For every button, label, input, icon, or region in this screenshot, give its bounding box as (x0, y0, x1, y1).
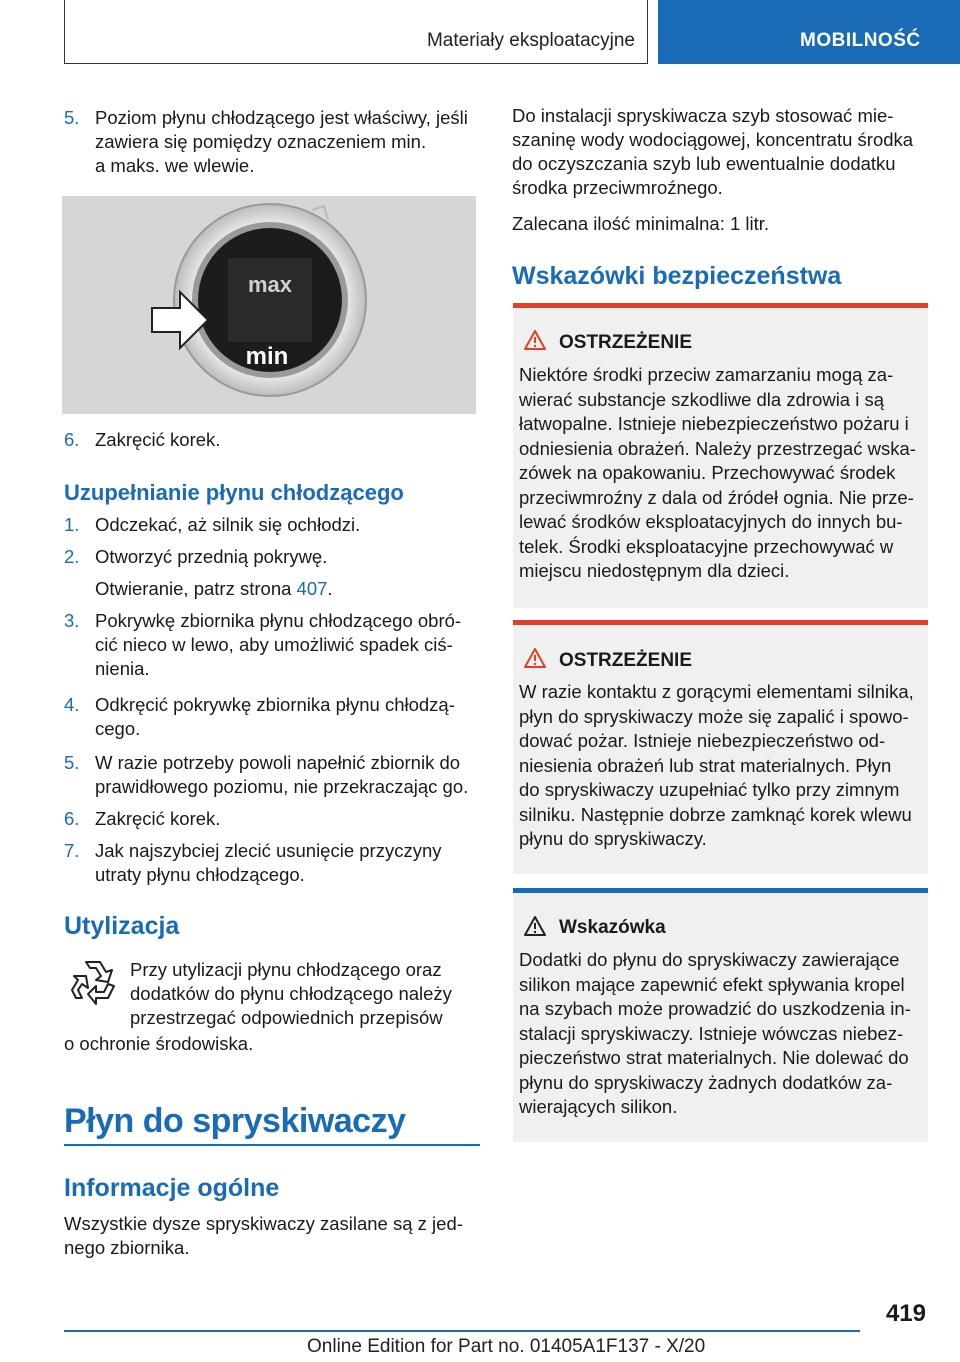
warning-line: niesienia obrażeń lub strat materialnych. Płyn (519, 754, 892, 776)
note-line: płynu do spryskiwaczy żadnych dodatków za- (519, 1071, 893, 1093)
list-text: Zakręcić korek. (95, 808, 221, 829)
warning-line: dować pożar. Istnieje niebezpieczeństwo od- (519, 730, 886, 751)
list-number: 4. (64, 694, 80, 715)
header-chapter-tab (658, 0, 960, 64)
coolant-cap-illustration (62, 196, 476, 414)
list-text: Odczekać, aż silnik się ochłodzi. (95, 514, 361, 535)
header-section-title: Materiały eksploatacyjne (426, 30, 635, 51)
list-text: zawiera się pomiędzy oznaczeniem min. (95, 131, 427, 152)
warning-box (513, 620, 928, 874)
section-heading: Uzupełnianie płynu chłodzącego (64, 480, 404, 505)
page-number: 419 (885, 1300, 926, 1327)
note-triangle-icon (523, 915, 547, 937)
heading-rule (64, 1144, 480, 1146)
section-heading: Utylizacja (64, 912, 180, 940)
warning-triangle-icon (523, 647, 547, 669)
warning-line: do spryskiwaczy uzupełniać tylko przy zimnym (519, 779, 900, 800)
note-line: stalacji spryskiwaczy. Istnieje wówczas niebez- (519, 1022, 904, 1044)
list-text: Jak najszybciej zlecić usunięcie przyczyny (95, 840, 442, 861)
note-line: silikon mające zapewnić efekt spływania kropel (519, 973, 905, 995)
list-text: prawidłowego poziomu, nie przekraczając go. (95, 776, 469, 797)
note-box (513, 888, 928, 1142)
warning-line: miejscu niedostępnym dla dzieci. (519, 560, 790, 581)
page-link[interactable]: 407 (296, 578, 328, 599)
recycle-icon (66, 956, 120, 1008)
note-title: Wskazówka (559, 917, 666, 938)
paragraph-line: Zalecana ilość minimalna: 1 litr. (512, 213, 770, 234)
coolant-cap-figure (62, 196, 476, 414)
paragraph-line: dodatków do płynu chłodzącego należy (130, 983, 452, 1004)
list-number: 1. (64, 514, 80, 535)
figure-label-max: max (247, 272, 293, 297)
warning-line: Niektóre środki przeciw zamarzaniu mogą za- (519, 364, 894, 385)
paragraph-line: Przy utylizacji płynu chłodzącego oraz (130, 959, 442, 980)
chapter-heading: Płyn do spryskiwaczy (64, 1102, 406, 1140)
paragraph-line: nego zbiornika. (64, 1237, 190, 1258)
warning-line: łatwopalne. Istnieje niebezpieczeństwo pożaru i (519, 413, 909, 434)
list-text: Poziom płynu chłodzącego jest właściwy, jeśli (95, 107, 468, 128)
header-section-tab (64, 0, 648, 64)
list-text: cego. (95, 718, 141, 739)
list-text: Odkręcić pokrywkę zbiornika płynu chłodzą- (95, 694, 455, 715)
list-text: cić nieco w lewo, aby umożliwić spadek ciś- (95, 634, 453, 655)
list-number: 6. (64, 429, 80, 450)
warning-line: odniesienia obrażeń. Należy przestrzegać wska- (519, 437, 916, 459)
list-number: 5. (64, 752, 80, 773)
figure-label-min: min (245, 343, 289, 370)
paragraph-line: Do instalacji spryskiwacza szyb stosować mie- (512, 105, 894, 126)
warning-title: OSTRZEŻENIE (559, 332, 693, 353)
warning-box (513, 303, 928, 608)
list-text: utraty płynu chłodzącego. (95, 864, 305, 885)
warning-line: zówek na opakowaniu. Przechowywać środek (519, 462, 896, 483)
warning-title: OSTRZEŻENIE (559, 650, 693, 671)
paragraph-line: Wszystkie dysze spryskiwaczy zasilane są z jed- (64, 1213, 463, 1234)
list-text: nienia. (95, 658, 150, 679)
list-text: Zakręcić korek. (95, 429, 221, 450)
section-heading: Wskazówki bezpieczeństwa (512, 262, 842, 290)
warning-line: płynu do spryskiwaczy. (519, 828, 707, 849)
warning-line: W razie kontaktu z gorącymi elementami silnika, (519, 681, 914, 702)
warning-line: płyn do spryskiwaczy może się zapalić i spowo- (519, 705, 909, 727)
note-line: na szybach może prowadzić do uszkodzenia in- (519, 998, 911, 1019)
list-number: 3. (64, 610, 80, 631)
note-line: wierających silikon. (519, 1096, 678, 1117)
section-heading: Informacje ogólne (64, 1174, 280, 1202)
list-text: W razie potrzeby powoli napełnić zbiornik do (95, 752, 461, 773)
warning-line: telek. Środki eksploatacyjne przechowywać w (519, 535, 894, 557)
paragraph-line: o ochronie środowiska. (64, 1033, 254, 1054)
paragraph-line: szaninę wody wodociągowej, koncentratu środka (512, 129, 914, 150)
cross-reference: Otwieranie, patrz strona 407. (95, 578, 333, 599)
note-line: pieczeństwo strat materialnych. Nie dolewać do (519, 1047, 909, 1068)
list-number: 6. (64, 808, 80, 829)
header-chapter-title: MOBILNOŚĆ (800, 30, 921, 51)
warning-line: przeciwmroźny z dala od źródeł ognia. Nie prze- (519, 486, 914, 508)
list-number: 7. (64, 840, 80, 861)
list-number: 2. (64, 546, 80, 567)
list-text: Pokrywkę zbiornika płynu chłodzącego obró- (95, 610, 462, 631)
paragraph-line: środka przeciwmroźnego. (512, 177, 723, 198)
list-text: Otworzyć przednią pokrywę. (95, 546, 328, 567)
paragraph-line: do oczyszczania szyb lub ewentualnie dodatku (512, 153, 896, 174)
footer-edition: Online Edition for Part no. 01405A1F137 - X/20 (307, 1336, 706, 1357)
paragraph-line: przestrzegać odpowiednich przepisów (130, 1007, 443, 1028)
warning-triangle-icon (523, 329, 547, 351)
warning-line: wierać substancje szkodliwe dla zdrowia i są (519, 388, 885, 410)
footer-rule (64, 1330, 860, 1332)
list-number: 5. (64, 107, 80, 128)
list-text: a maks. we wlewie. (95, 155, 255, 176)
warning-line: lewać środków eksploatacyjnych do innych bu- (519, 511, 903, 532)
warning-line: silniku. Następnie dobrze zamknąć korek wlewu (519, 803, 912, 825)
note-line: Dodatki do płynu do spryskiwaczy zawierające (519, 949, 900, 970)
